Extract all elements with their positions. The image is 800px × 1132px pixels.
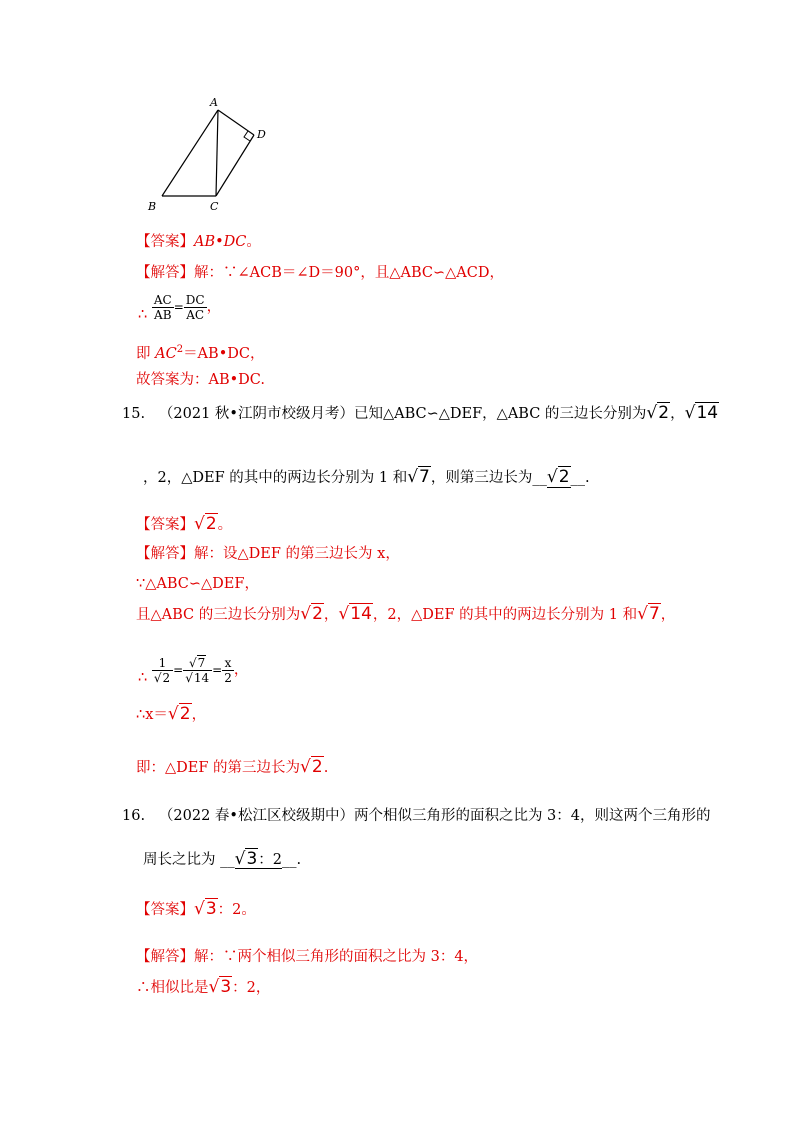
label-c: C <box>210 200 219 213</box>
q15-fraction-line: ∴ $\frac{1}{√2}$ = $\frac{√7}{√14}$ = $\frac{x}{2}$ ， <box>138 655 249 686</box>
q15-answer: 【答案】√2。 <box>136 514 233 534</box>
q15-solution-line1: 【解答】解：设△DEF 的第三边长为 x， <box>136 546 400 562</box>
q14-solution-line1: 【解答】解：∵∠ACB＝∠D＝90°，且△ABC∽△ACD， <box>136 265 504 281</box>
q16-stem-line2: 周长之比为 __√3：2__. <box>143 849 302 869</box>
q15-solution-line6: 即：△DEF 的第三边长为√2. <box>136 757 329 777</box>
fraction-1-sqrt2: $\frac{1}{√2}$ <box>152 656 173 685</box>
q15-stem-line2: ，2，△DEF 的其中的两边长分别为 1 和√7，则第三边长为__√2__. <box>143 467 590 487</box>
label-a: A <box>210 96 218 109</box>
q16-stem-line1: 16. （2022 春•松江区校级期中）两个相似三角形的面积之比为 3：4，则这两个三角形的 <box>122 808 711 824</box>
q15-solution-line3: 且△ABC 的三边长分别为√2，√14，2，△DEF 的其中的两边长分别为 1 和√7， <box>136 604 676 624</box>
label-d: D <box>257 128 266 141</box>
fraction-x-2: $\frac{x}{2}$ <box>224 655 232 685</box>
q15-stem-line1: 15. （2021 秋•江阴市校级月考）已知△ABC∽△DEF，△ABC 的三边长分别为√2，√14 <box>122 403 719 423</box>
q14-answer: 【答案】AB•DC。 <box>136 234 261 250</box>
label-b: B <box>148 200 157 213</box>
q14-solution-line4: 故答案为：AB•DC. <box>136 372 265 388</box>
q16-solution-line1: 【解答】解：∵两个相似三角形的面积之比为 3：4， <box>136 949 479 965</box>
fraction-ac-ab: $\frac{AC}{AB}$ <box>153 292 172 322</box>
q16-answer-blank[interactable]: √3：2 <box>234 849 283 869</box>
fraction-dc-ac: $\frac{DC}{AC}$ <box>185 292 205 322</box>
q15-answer-blank[interactable]: √2 <box>546 467 570 487</box>
q16-solution-line2: ∴相似比是√3：2， <box>136 977 271 997</box>
q15-solution-line2: ∵△ABC∽△DEF， <box>136 576 259 592</box>
q14-fraction-line: ∴ $\frac{AC}{AB}$ = $\frac{DC}{AC}$ ， <box>138 292 222 323</box>
geometry-figure <box>140 95 280 215</box>
q15-solution-line5: ∴x＝√2， <box>136 704 207 724</box>
q14-solution-line3: 即 $AC^2=AB•DC$， <box>136 344 265 362</box>
q16-answer: 【答案】√3：2。 <box>136 899 256 919</box>
fraction-sqrt7-sqrt14: $\frac{√7}{√14}$ <box>183 656 212 685</box>
